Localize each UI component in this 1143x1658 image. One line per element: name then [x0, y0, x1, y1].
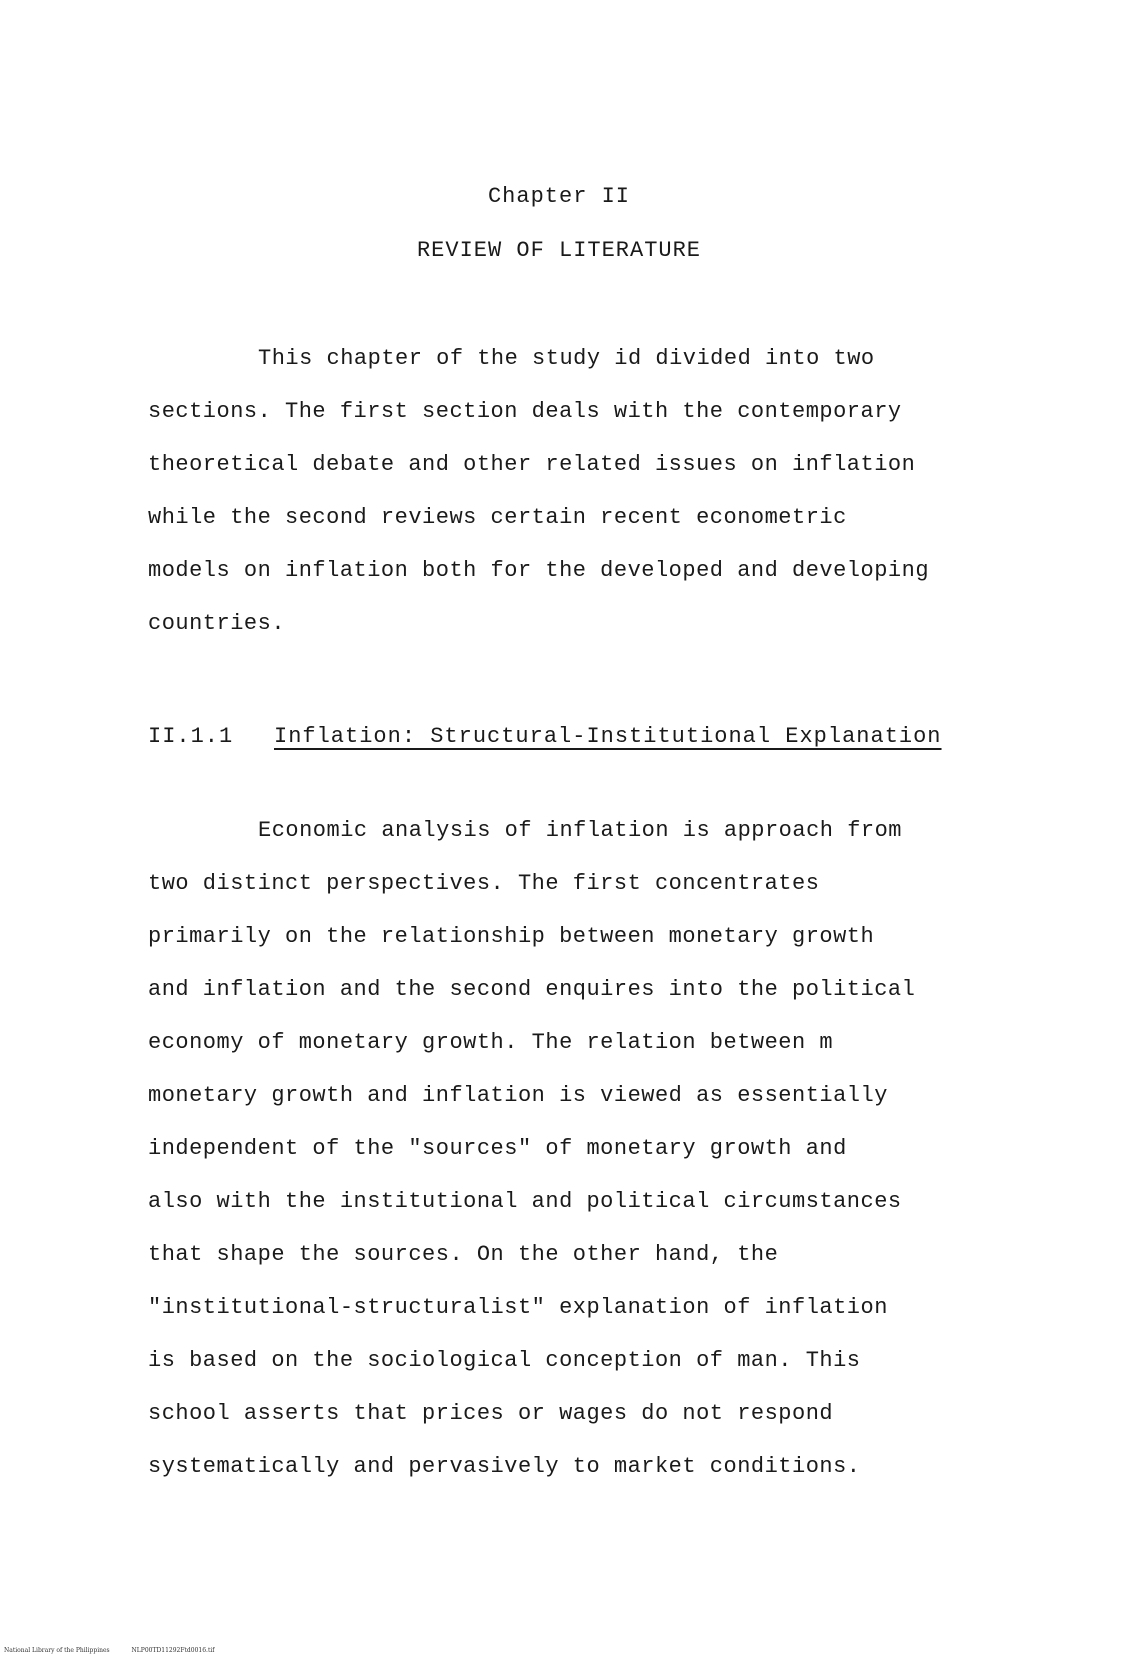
intro-line: sections. The first section deals with the contemporary — [148, 399, 902, 424]
body-paragraph — [148, 804, 1068, 1493]
body-line: systematically and pervasively to market conditions. — [148, 1454, 861, 1479]
chapter-label: Chapter II — [487, 184, 631, 209]
section-heading — [148, 724, 942, 749]
footer-file-id: NLP00TD11292Ftd0016.tif — [131, 1647, 215, 1654]
body-line: independent of the "sources" of monetary growth and — [148, 1136, 847, 1161]
body-line: Economic analysis of inflation is approach from — [258, 818, 903, 843]
body-line: and inflation and the second enquires into the political — [148, 977, 916, 1002]
intro-line: countries. — [148, 611, 286, 636]
body-line: economy of monetary growth. The relation between m — [148, 1030, 834, 1055]
intro-line: This chapter of the study id divided into two — [258, 346, 875, 371]
chapter-title: REVIEW OF LITERATURE — [416, 238, 702, 263]
section-title: Inflation: Structural-Institutional Explanation — [274, 724, 942, 749]
body-line: "institutional-structuralist" explanation of inflation — [148, 1295, 888, 1320]
body-line: that shape the sources. On the other hand, the — [148, 1242, 779, 1267]
intro-paragraph — [148, 332, 1068, 650]
body-line: is based on the sociological conception of man. This — [148, 1348, 861, 1373]
body-line: primarily on the relationship between monetary growth — [148, 924, 875, 949]
body-line: also with the institutional and political circumstances — [148, 1189, 902, 1214]
footer-library: National Library of the Philippines — [4, 1647, 110, 1654]
intro-line: models on inflation both for the developed and developing — [148, 558, 930, 583]
body-line: two distinct perspectives. The first concentrates — [148, 871, 820, 896]
intro-line: while the second reviews certain recent econometric — [148, 505, 847, 530]
scan-footer — [4, 1647, 235, 1654]
body-line: monetary growth and inflation is viewed as essentially — [148, 1083, 888, 1108]
section-number: II.1.1 — [148, 724, 234, 749]
body-line: school asserts that prices or wages do not respond — [148, 1401, 834, 1426]
intro-line: theoretical debate and other related issues on inflation — [148, 452, 916, 477]
